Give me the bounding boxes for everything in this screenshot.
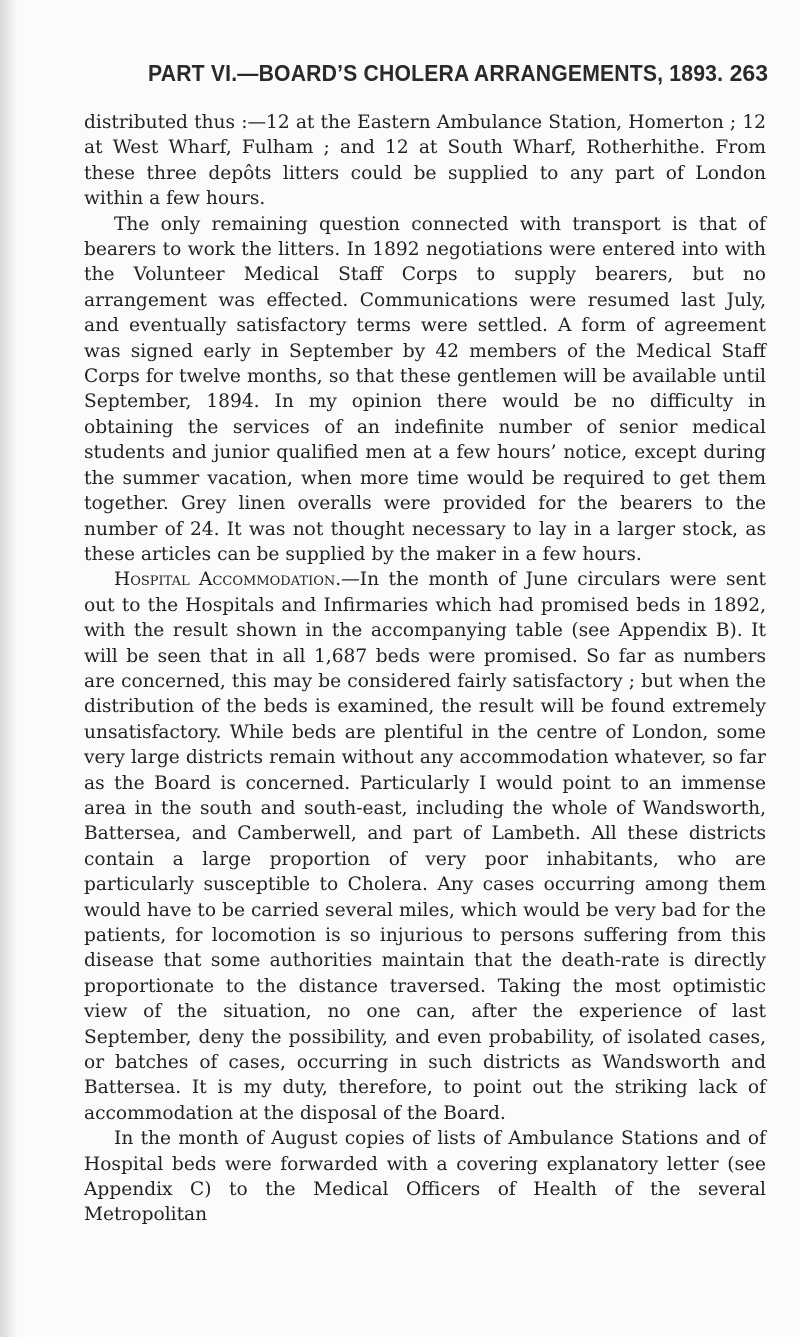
paragraph-hospital-accommodation	[84, 567, 766, 1126]
running-title: PART VI.—BOARD’S CHOLERA ARRANGEMENTS, 1893.	[148, 60, 724, 86]
paragraph-august-lists: In the month of August copies of lists of Ambulance Stations and of Hospital beds were forwarded with a covering explanatory letter (see Appendix C) to the Medical Officers of Health of the several Metropolitan	[84, 1128, 766, 1226]
page-header	[148, 60, 788, 100]
paragraph-hospital-accommodation-text: —In the month of June circulars were sent out to the Hospitals and Infirmaries which had promised beds in 1892, with the result shown in the accompanying table (see Appendix B). It will be seen that in all 1,687 beds were promised. So far as numbers are concerned, this may be considered fairly satisfactory ; but when the distribution of the beds is examined, the result will be found extremely unsatisfactory. While beds are plentiful in the centre of London, some very large districts remain without any accommodation whatever, so far as the Board is concerned. Particularly I would point to an immense area in the south and south-east, including the whole of Wandsworth, Battersea, and Camberwell, and part of Lambeth. All these districts contain a large proportion of very poor inhabitants, who are particularly susceptible to Cholera. Any cases occurring among them would have to be carried several miles, which would be very bad for the patients, for locomotion is so injurious to persons suffering from this disease that some authorities maintain that the death-rate is directly proportionate to the distance traversed. Taking the most optimistic view of the situation, no one can, after the experience of last September, deny the possibility, and even probability, of isolated cases, or batches of cases, occurring in such districts as Wandsworth and Battersea. It is my duty, therefore, to point out the striking lack of accommodation at the disposal of the Board.	[84, 569, 766, 1124]
page-number: 263	[729, 60, 768, 86]
paragraph-bearers: The only remaining question connected with transport is that of bearers to work the litters. In 1892 negotiations were entered into with the Volunteer Medical Staff Corps to supply bearers, but no arrangement was effected. Communications were resumed last July, and eventually satisfactory terms were settled. A form of agreement was signed early in September by 42 members of the Medical Staff Corps for twelve months, so that these gentlemen will be available until September, 1894. In my opinion there would be no difficulty in obtaining the services of an indefinite number of senior medical students and junior qualified men at a few hours’ notice, except during the summer vacation, when more time would be required to get them together. Grey linen overalls were provided for the bearers to the number of 24. It was not thought necessary to lay in a larger stock, as these articles can be supplied by the maker in a few hours.	[84, 213, 766, 565]
section-heading-hospital-accommodation: Hospital Accommodation.	[114, 569, 342, 591]
page-binding-edge	[0, 0, 18, 1337]
paragraph-litters: distributed thus :—12 at the Eastern Ambulance Station, Homerton ; 12 at West Wharf, Fulham ; and 12 at South Wharf, Rotherhithe. From these three depôts litters could be supplied to any part of London within a few hours.	[84, 112, 766, 210]
body-text	[84, 110, 766, 1228]
